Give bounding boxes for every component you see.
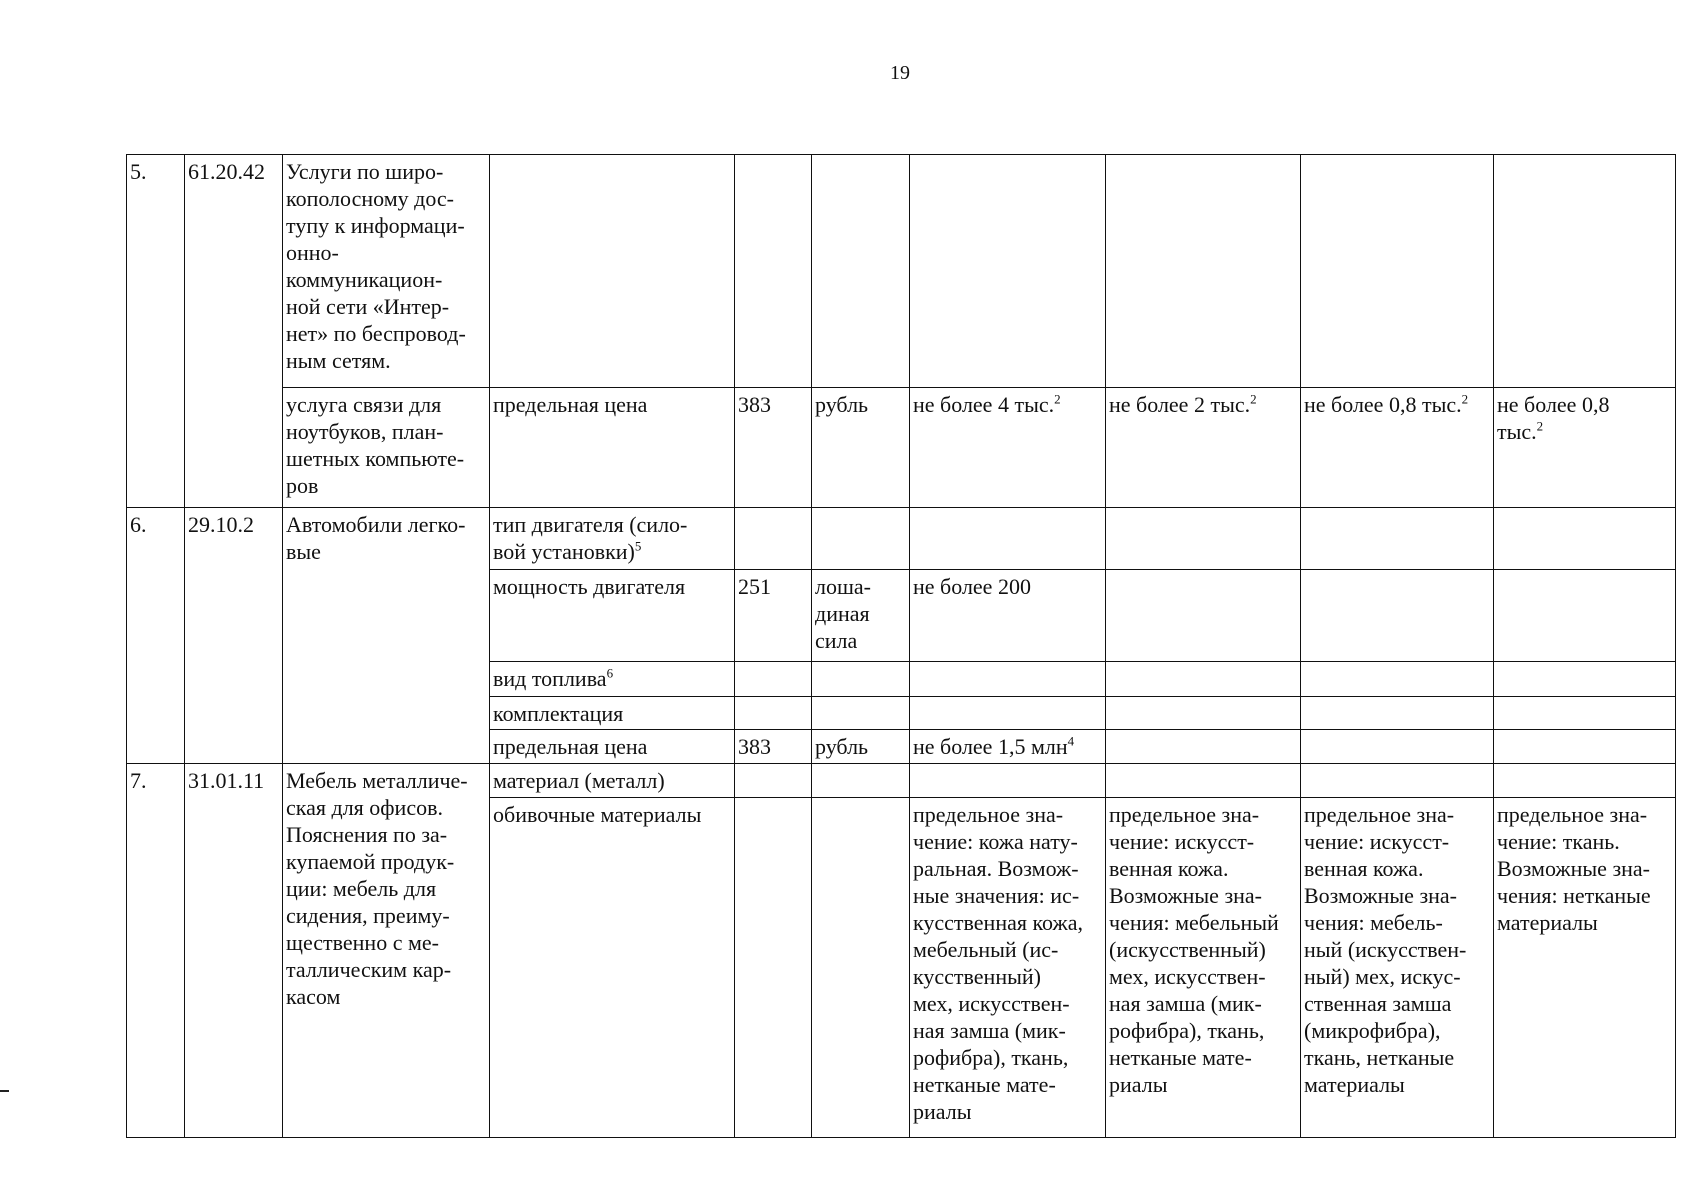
characteristic: тип двигателя (сило- вой установки)$^5$ [490,508,735,570]
footnote-mark: 4 [1067,733,1075,749]
empty-cell [735,697,812,730]
product-name: Мебель металличе- ская для офисов. Пояснения по за- купаемой продук- ции: мебель для сидения, преиму- щественно с ме- таллическим кар- касом [283,764,490,1138]
empty-cell [1494,508,1676,570]
value-cell: не более 200 [910,570,1106,662]
empty-cell [1106,508,1301,570]
empty-cell [1106,764,1301,798]
empty-cell [1301,730,1494,764]
characteristic: комплектация [490,697,735,730]
value-cell: предельное зна- чение: искусст- венная кожа. Возможные зна- чения: мебельный (искусственный) мех, искусствен- ная замша (мик- рофибра), ткань, нетканые мате- риалы [1106,798,1301,1138]
empty-cell [910,662,1106,697]
empty-cell [1301,662,1494,697]
okpd2-code: 31.01.11 [185,764,283,1138]
footnote-mark: 2 [1536,418,1544,434]
footnote-mark: 2 [1250,391,1257,407]
characteristic: вид топлива$^6$ [490,662,735,697]
empty-cell [1106,662,1301,697]
characteristic: материал (металл) [490,764,735,798]
empty-cell [812,508,910,570]
product-subitem: услуга связи для ноутбуков, план- шетных компьюте- ров [283,388,490,508]
value-cell: не более 0,8 тыс.$^2$ [1494,388,1676,508]
empty-cell [1494,697,1676,730]
footnote-mark: 2 [1461,391,1469,407]
empty-cell [1494,155,1676,388]
empty-cell [1494,730,1676,764]
empty-cell [910,697,1106,730]
empty-cell [1106,697,1301,730]
empty-cell [812,662,910,697]
empty-cell [910,155,1106,388]
value-cell: не более 1,5 млн$^4$ [910,730,1106,764]
empty-cell [735,155,812,388]
empty-cell [1301,697,1494,730]
empty-cell [910,764,1106,798]
margin-mark [0,1090,9,1092]
value-cell: не более 0,8 тыс.$^2$ [1301,388,1494,508]
table-row [127,388,1676,508]
table-row [127,155,1676,388]
empty-cell [735,798,812,1138]
row-number: 5. [127,155,185,508]
empty-cell [1494,570,1676,662]
product-name: Услуги по широ- кополосному дос- тупу к информаци- онно- коммуникацион- ной сети «Интер- нет» по беспровод- ным сетям. [283,155,490,388]
empty-cell [1301,570,1494,662]
value-cell: предельное зна- чение: кожа нату- ральная. Возмож- ные значения: ис- кусственная кожа, мебельный (ис- кусственный) мех, искусствен- ная замша (мик- рофибра), ткань, нетканые мате- риалы [910,798,1106,1138]
unit-name: рубль [812,388,910,508]
row-number: 7. [127,764,185,1138]
okei-code: 383 [735,730,812,764]
product-name: Автомобили легко- вые [283,508,490,764]
okei-code: 383 [735,388,812,508]
empty-cell [1106,730,1301,764]
footnote-mark: 6 [606,665,614,681]
okpd2-code: 61.20.42 [185,155,283,508]
unit-name: лоша- диная сила [812,570,910,662]
value-cell: не более 2 тыс.$^2$ [1106,388,1301,508]
empty-cell [1106,570,1301,662]
okpd2-code: 29.10.2 [185,508,283,764]
empty-cell [812,798,910,1138]
value-cell: предельное зна- чение: ткань. Возможные зна- чения: нетканые материалы [1494,798,1676,1138]
empty-cell [910,508,1106,570]
table-row [127,764,1676,798]
row-number: 6. [127,508,185,764]
characteristic: обивочные материалы [490,798,735,1138]
empty-cell [735,764,812,798]
characteristic: предельная цена [490,730,735,764]
page-number: 19 [890,62,910,84]
empty-cell [1301,155,1494,388]
characteristic: мощность двигателя [490,570,735,662]
value-cell: не более 4 тыс.$^2$ [910,388,1106,508]
empty-cell [735,662,812,697]
empty-cell [1301,508,1494,570]
empty-cell [812,155,910,388]
empty-cell [812,697,910,730]
empty-cell [812,764,910,798]
unit-name: рубль [812,730,910,764]
empty-cell [490,155,735,388]
characteristic: предельная цена [490,388,735,508]
empty-cell [735,508,812,570]
footnote-mark: 5 [634,538,642,554]
value-cell: предельное зна- чение: искусст- венная кожа. Возможные зна- чения: мебель- ный (искусствен- ный) мех, искус- ственная замша (микрофибра), ткань, нетканые материалы [1301,798,1494,1138]
empty-cell [1494,662,1676,697]
table-row [127,508,1676,570]
okei-code: 251 [735,570,812,662]
empty-cell [1494,764,1676,798]
empty-cell [1106,155,1301,388]
characteristics-table [126,154,1676,1138]
footnote-mark: 2 [1054,391,1061,407]
empty-cell [1301,764,1494,798]
